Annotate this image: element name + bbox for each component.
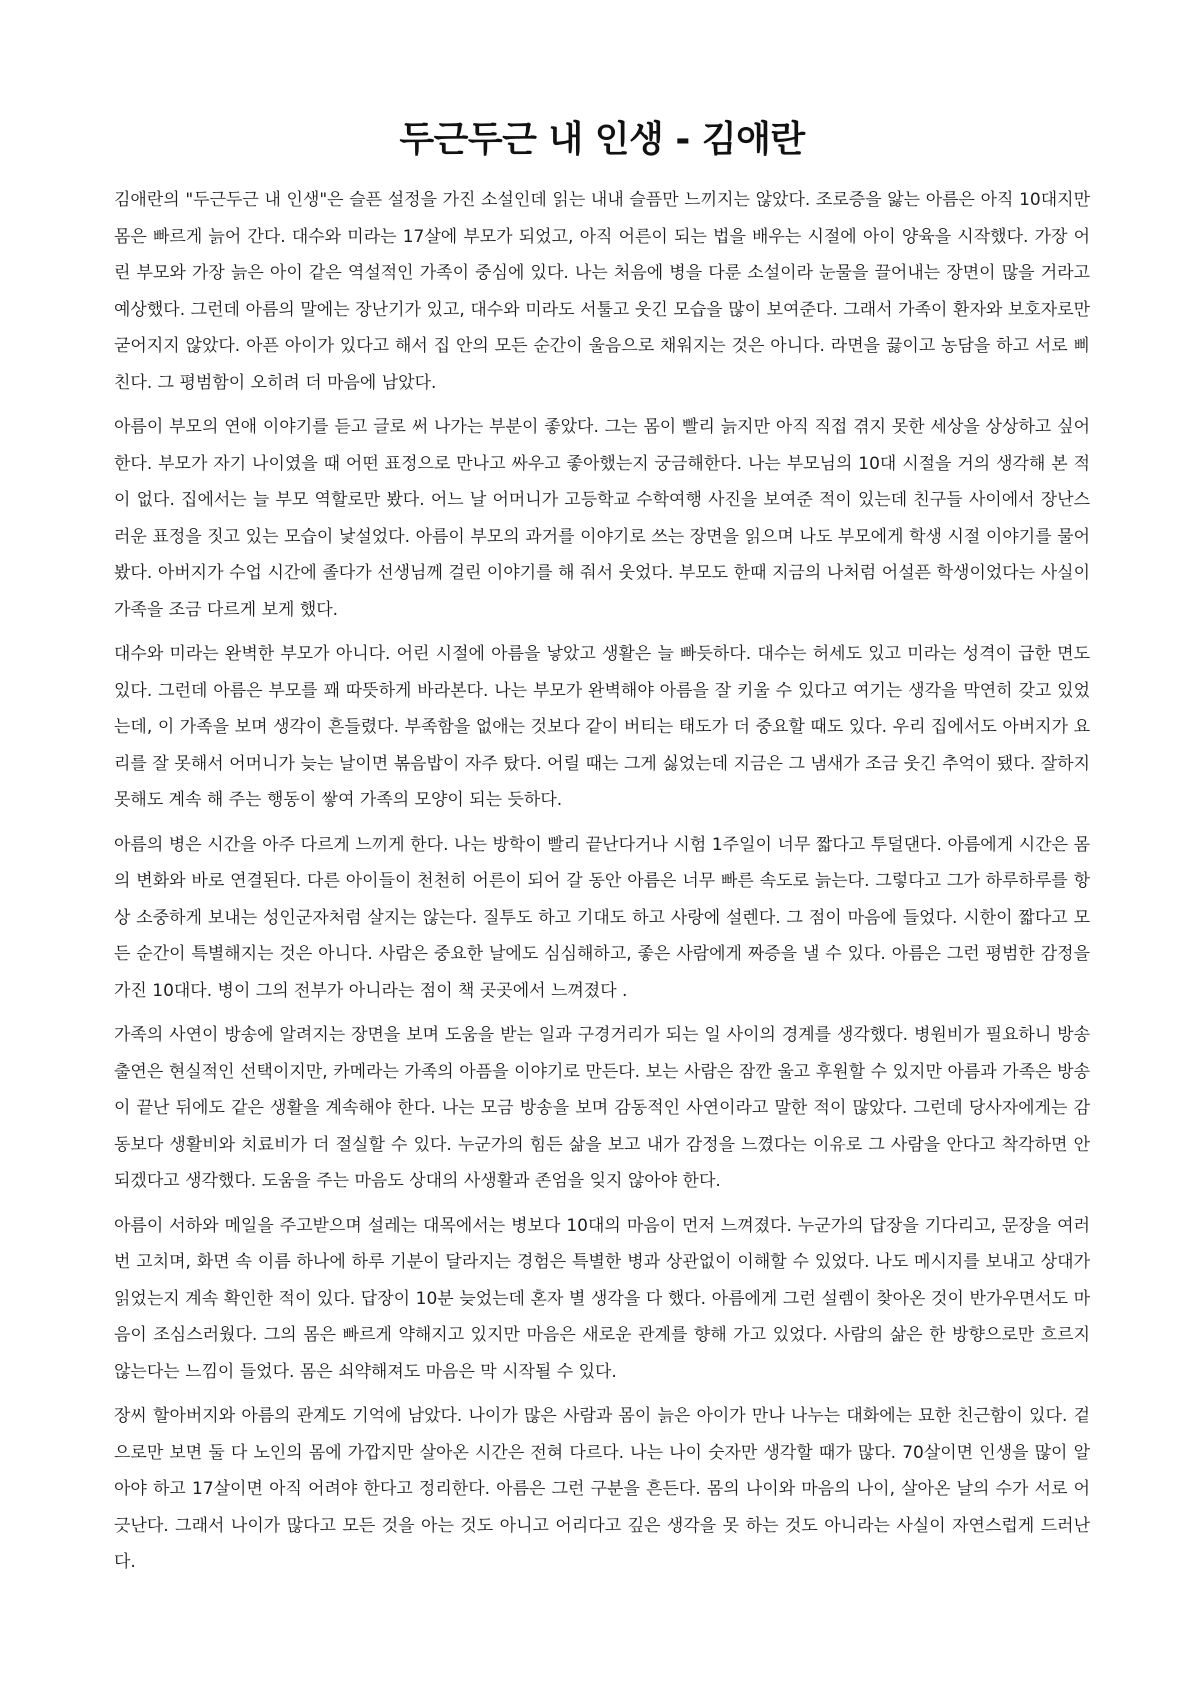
- document-body: [114, 182, 1090, 1581]
- paragraph: 대수와 미라는 완벽한 부모가 아니다. 어린 시절에 아름을 낳았고 생활은 늘 빠듯하다. 대수는 허세도 있고 미라는 성격이 급한 면도 있다. 그런데 아름은 부모를 꽤 따뜻하게 바라본다. 나는 부모가 완벽해야 아름을 잘 키울 수 있다고 여기는 생각을 막연히 갖고 있었는데, 이 가족을 보며 생각이 흔들렸다. 부족함을 없애는 것보다 같이 버티는 태도가 더 중요할 때도 있다. 우리 집에서도 아버지가 요리를 잘 못해서 어머니가 늦는 날이면 볶음밥이 자주 탔다. 어릴 때는 그게 싫었는데 지금은 그 냄새가 조금 웃긴 추억이 됐다. 잘하지 못해도 계속 해 주는 행동이 쌓여 가족의 모양이 되는 듯하다.: [114, 644, 1090, 810]
- paragraph: 아름의 병은 시간을 아주 다르게 느끼게 한다. 나는 방학이 빨리 끝난다거나 시험 1주일이 너무 짧다고 투덜댄다. 아름에게 시간은 몸의 변화와 바로 연결된다. 다른 아이들이 천천히 어른이 되어 갈 동안 아름은 너무 빠른 속도로 늙는다. 그렇다고 그가 하루하루를 항상 소중하게 보내는 성인군자처럼 살지는 않는다. 질투도 하고 기대도 하고 사랑에 설렌다. 그 점이 마음에 들었다. 시한이 짧다고 모든 순간이 특별해지는 것은 아니다. 사람은 중요한 날에도 심심해하고, 좋은 사람에게 짜증을 낼 수 있다. 아름은 그런 평범한 감정을 가진 10대다. 병이 그의 전부가 아니라는 점이 책 곳곳에서 느껴졌다 .: [114, 834, 1090, 1001]
- paragraph: 가족의 사연이 방송에 알려지는 장면을 보며 도움을 받는 일과 구경거리가 되는 일 사이의 경계를 생각했다. 병원비가 필요하니 방송 출연은 현실적인 선택이지만, 카메라는 가족의 아픔을 이야기로 만든다. 보는 사람은 잠깐 울고 후원할 수 있지만 아름과 가족은 방송이 끝난 뒤에도 같은 생활을 계속해야 한다. 나는 모금 방송을 보며 감동적인 사연이라고 말한 적이 많았다. 그런데 당사자에게는 감동보다 생활비와 치료비가 더 절실할 수 있다. 누군가의 힘든 삶을 보고 내가 감정을 느꼈다는 이유로 그 사람을 안다고 착각하면 안 되겠다고 생각했다. 도움을 주는 마음도 상대의 사생활과 존엄을 잊지 않아야 한다.: [114, 1025, 1090, 1191]
- paragraph: 아름이 서하와 메일을 주고받으며 설레는 대목에서는 병보다 10대의 마음이 먼저 느껴졌다. 누군가의 답장을 기다리고, 문장을 여러 번 고치며, 화면 속 이름 하나에 하루 기분이 달라지는 경험은 특별한 병과 상관없이 이해할 수 있었다. 나도 메시지를 보내고 상대가 읽었는지 계속 확인한 적이 있다. 답장이 10분 늦었는데 혼자 별 생각을 다 했다. 아름에게 그런 설렘이 찾아온 것이 반가우면서도 마음이 조심스러웠다. 그의 몸은 빠르게 약해지고 있지만 마음은 새로운 관계를 향해 가고 있었다. 사람의 삶은 한 방향으로만 흐르지 않는다는 느낌이 들었다. 몸은 쇠약해져도 마음은 막 시작될 수 있다.: [114, 1215, 1090, 1382]
- document-title: 두근두근 내 인생 - 김애란: [399, 119, 805, 160]
- paragraph: 아름이 부모의 연애 이야기를 듣고 글로 써 나가는 부분이 좋았다. 그는 몸이 빨리 늙지만 아직 직접 겪지 못한 세상을 상상하고 싶어 한다. 부모가 자기 나이였을 때 어떤 표정으로 만나고 싸우고 좋아했는지 궁금해한다. 나는 부모님의 10대 시절을 거의 생각해 본 적이 없다. 집에서는 늘 부모 역할로만 봤다. 어느 날 어머니가 고등학교 수학여행 사진을 보여준 적이 있는데 친구들 사이에서 장난스러운 표정을 짓고 있는 모습이 낯설었다. 아름이 부모의 과거를 이야기로 쓰는 장면을 읽으며 나도 부모에게 학생 시절 이야기를 물어봤다. 아버지가 수업 시간에 졸다가 선생님께 걸린 이야기를 해 줘서 웃었다. 부모도 한때 지금의 나처럼 어설픈 학생이었다는 사실이 가족을 조금 다르게 보게 했다.: [114, 417, 1090, 620]
- paragraph: 장씨 할아버지와 아름의 관계도 기억에 남았다. 나이가 많은 사람과 몸이 늙은 아이가 만나 나누는 대화에는 묘한 친근함이 있다. 겉으로만 보면 둘 다 노인의 몸에 가깝지만 살아온 시간은 전혀 다르다. 나는 나이 숫자만 생각할 때가 많다. 70살이면 인생을 많이 알아야 하고 17살이면 아직 어려야 한다고 정리한다. 아름은 그런 구분을 흔든다. 몸의 나이와 마음의 나이, 살아온 날의 수가 서로 어긋난다. 그래서 나이가 많다고 모든 것을 아는 것도 아니고 어리다고 깊은 생각을 못 하는 것도 아니라는 사실이 자연스럽게 드러난다.: [114, 1406, 1090, 1572]
- paragraph: 김애란의 "두근두근 내 인생"은 슬픈 설정을 가진 소설인데 읽는 내내 슬픔만 느끼지는 않았다. 조로증을 앓는 아름은 아직 10대지만 몸은 빠르게 늙어 간다. 대수와 미라는 17살에 부모가 되었고, 아직 어른이 되는 법을 배우는 시절에 아이 양육을 시작했다. 가장 어린 부모와 가장 늙은 아이 같은 역설적인 가족이 중심에 있다. 나는 처음에 병을 다룬 소설이라 눈물을 끌어내는 장면이 많을 거라고 예상했다. 그런데 아름의 말에는 장난기가 있고, 대수와 미라도 서툴고 웃긴 모습을 많이 보여준다. 그래서 가족이 환자와 보호자로만 굳어지지 않았다. 아픈 아이가 있다고 해서 집 안의 모든 순간이 울음으로 채워지는 것은 아니다. 라면을 끓이고 농담을 하고 서로 삐친다. 그 평범함이 오히려 더 마음에 남았다.: [114, 190, 1090, 393]
